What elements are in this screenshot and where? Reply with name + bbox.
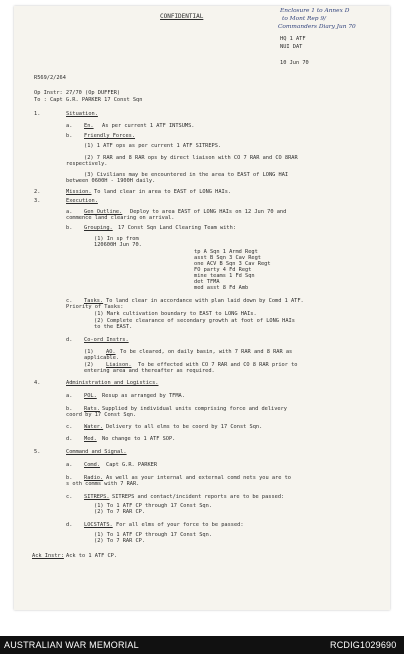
grouping-unit: FO party 4 Fd Regt bbox=[194, 267, 252, 273]
section-3d-item-2-cont: entering area and thereafter as required. bbox=[84, 368, 215, 374]
section-5a-text: Capt G.R. PARKER bbox=[106, 462, 158, 468]
section-3d-item-1-text: To be cleared, on daily basin, with 7 RAR and 8 RAR as bbox=[120, 349, 293, 355]
section-1b-item-3: (3) Civilians may be encountered in the area to EAST of LONG HAI bbox=[84, 172, 289, 178]
archive-record-id: RCDIG1029690 bbox=[330, 640, 397, 650]
section-3c-title: Tasks. bbox=[84, 298, 104, 304]
section-4a-text: Resup as arranged by TFMA. bbox=[102, 393, 185, 399]
ack-instruction-title: Ack Instr: bbox=[32, 553, 64, 559]
section-1b-item-2: (2) 7 RAR and 8 RAR ops by direct liaison with CO 7 RAR and CO 8RAR bbox=[84, 155, 298, 161]
section-5d-letter: d. bbox=[66, 522, 73, 528]
addressee: To : Capt G.R. PARKER 17 Const Sqn bbox=[34, 97, 143, 103]
ack-instruction-text: Ack to 1 ATF CP. bbox=[66, 553, 118, 559]
section-3a-title: Gen Outline. bbox=[84, 209, 123, 215]
document-page bbox=[14, 6, 390, 610]
section-3d-item-2-number: (2) bbox=[84, 362, 94, 368]
grouping-unit: asst B Sqn 3 Cav Regt bbox=[194, 255, 261, 261]
section-1a-title: En. bbox=[84, 123, 94, 129]
section-3b-support-1: (1) In sp from bbox=[94, 236, 139, 242]
section-3c-letter: c. bbox=[66, 298, 73, 304]
section-3c-item-1: (1) Mark cultivation boundary to EAST to LONG HAIs. bbox=[94, 311, 257, 317]
section-4c-text: Delivery to all elms to be coord by 17 Const Sqn. bbox=[106, 424, 263, 430]
section-5c-text: SITREPS and contact/incident reports are to be passed: bbox=[112, 494, 285, 500]
section-3c-item-2: (2) Complete clearance of secondary growth at foot of LONG HAIs bbox=[94, 318, 295, 324]
section-5c-title: SITREPS. bbox=[84, 494, 110, 500]
section-4-title: Administration and Logistics. bbox=[66, 380, 159, 386]
section-5b-text-cont: s oth comms with 7 RAR. bbox=[66, 481, 140, 487]
grouping-unit: tp A Sqn 1 Armd Regt bbox=[194, 249, 258, 255]
section-4b-text: Supplied by individual units comprising force and delivery bbox=[102, 406, 287, 412]
section-4d-letter: d. bbox=[66, 436, 73, 442]
section-3d-letter: d. bbox=[66, 337, 73, 343]
handwritten-annotation-line-2: to Mont Rep 9/ bbox=[282, 16, 326, 22]
section-4c-letter: c. bbox=[66, 424, 73, 430]
section-1a-text: As per current 1 ATF INTSUMS. bbox=[102, 123, 195, 129]
handwritten-annotation-line-3: Commanders Diary Jun 70 bbox=[278, 24, 356, 30]
section-3-title: Execution. bbox=[66, 198, 98, 204]
section-3c-text-cont: Priority of Tasks: bbox=[66, 304, 124, 310]
section-5-title: Command and Signal. bbox=[66, 449, 127, 455]
section-5d-item-2: (2) To 7 RAR CP. bbox=[94, 538, 146, 544]
section-3d-item-1-number: (1) bbox=[84, 349, 94, 355]
section-3c-text: To land clear in accordance with plan laid down by Comd 1 ATF. bbox=[106, 298, 304, 304]
section-4-number: 4. bbox=[34, 380, 41, 386]
section-5c-item-1: (1) To 1 ATF CP through 17 Const Sqn. bbox=[94, 503, 212, 509]
section-3b-letter: b. bbox=[66, 225, 73, 231]
section-5b-title: Radio. bbox=[84, 475, 104, 481]
section-5c-item-2: (2) To 7 RAR CP. bbox=[94, 509, 146, 515]
section-3d-item-1-cont: applicable. bbox=[84, 355, 120, 361]
section-4a-title: POL. bbox=[84, 393, 97, 399]
section-1b-item-2-cont: respectively. bbox=[66, 161, 108, 167]
section-5a-letter: a. bbox=[66, 462, 73, 468]
section-3d-item-2-title: Liaison. bbox=[106, 362, 132, 368]
op-instruction: Op Instr: 27/70 (Op DUFFER) bbox=[34, 90, 121, 96]
location: NUI DAT bbox=[280, 44, 303, 50]
section-1-title: Situation. bbox=[66, 111, 98, 117]
section-3-number: 3. bbox=[34, 198, 41, 204]
section-2-text: To land clear in area to EAST of LONG HAIs. bbox=[94, 189, 232, 195]
section-3c-item-2-cont: to the EAST. bbox=[94, 324, 133, 330]
handwritten-annotation-line-1: Enclosure 1 to Annex D bbox=[280, 8, 350, 14]
section-5b-letter: b. bbox=[66, 475, 73, 481]
section-3d-item-2-text: To be effected with CO 7 RAR and CO 8 RAR prior to bbox=[138, 362, 298, 368]
grouping-unit: med asst 8 Fd Amb bbox=[194, 285, 249, 291]
grouping-unit: mine teams 1 Fd Sqn bbox=[194, 273, 255, 279]
section-5-number: 5. bbox=[34, 449, 41, 455]
section-5c-letter: c. bbox=[66, 494, 73, 500]
section-4a-letter: a. bbox=[66, 393, 73, 399]
section-5b-text: As well as your internal and external comd nets you are to bbox=[106, 475, 291, 481]
section-1b-title: Friendly Forces. bbox=[84, 133, 136, 139]
section-4b-title: Rats. bbox=[84, 406, 100, 412]
section-1b-letter: b. bbox=[66, 133, 73, 139]
from-unit: HQ 1 ATF bbox=[280, 36, 306, 42]
section-3d-title: Co-ord Instrs. bbox=[84, 337, 129, 343]
section-3b-support-2: 120600H Jun 70. bbox=[94, 242, 142, 248]
section-3b-title: Grouping. bbox=[84, 225, 113, 231]
section-1a-letter: a. bbox=[66, 123, 73, 129]
archive-footer bbox=[0, 636, 404, 654]
section-5d-item-1: (1) To 1 ATF CP through 17 Const Sqn. bbox=[94, 532, 212, 538]
section-5a-title: Comd. bbox=[84, 462, 100, 468]
section-5d-title: LOCSTATS. bbox=[84, 522, 113, 528]
section-4b-text-cont: coord by 17 Const Sqn. bbox=[66, 412, 137, 418]
section-1b-item-3-cont: between 0600H - 1900H daily. bbox=[66, 178, 156, 184]
section-3b-text: 17 Const Sqn Land Clearing Team with: bbox=[118, 225, 236, 231]
section-4c-title: Water. bbox=[84, 424, 104, 430]
document-date: 10 Jun 70 bbox=[280, 60, 309, 66]
section-4b-letter: b. bbox=[66, 406, 73, 412]
section-1-number: 1. bbox=[34, 111, 41, 117]
section-3a-text-cont: commence land clearing on arrival. bbox=[66, 215, 175, 221]
section-3d-item-1-title: AO. bbox=[106, 349, 116, 355]
classification-header: CONFIDENTIAL bbox=[160, 13, 204, 20]
section-4d-text: No change to 1 ATF SOP. bbox=[102, 436, 176, 442]
archive-name: AUSTRALIAN WAR MEMORIAL bbox=[4, 640, 139, 650]
section-3a-text: Deploy to area EAST of LONG HAIs on 12 Jun 70 and bbox=[130, 209, 287, 215]
section-3a-letter: a. bbox=[66, 209, 73, 215]
section-2-number: 2. bbox=[34, 189, 41, 195]
grouping-unit: one ACV B Sqn 3 Cav Regt bbox=[194, 261, 271, 267]
section-2-title: Mission. bbox=[66, 189, 92, 195]
section-4d-title: Med. bbox=[84, 436, 97, 442]
section-1b-item-1: (1) 1 ATF ops as per current 1 ATF SITREPS. bbox=[84, 143, 222, 149]
file-reference: R569/2/264 bbox=[34, 75, 66, 81]
grouping-unit: det TFMA bbox=[194, 279, 220, 285]
section-5d-text: For all elms of your force to be passed: bbox=[116, 522, 244, 528]
